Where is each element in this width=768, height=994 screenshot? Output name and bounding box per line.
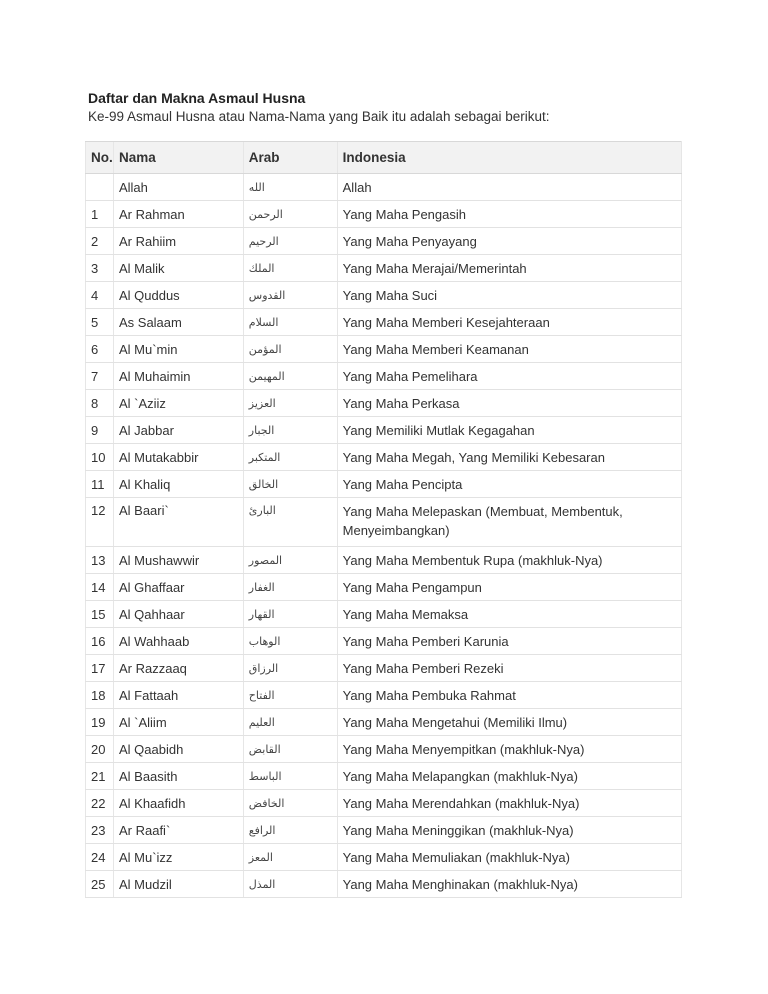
cell-arab: [243, 444, 337, 471]
cell-indonesia: Yang Maha Pemelihara: [337, 363, 681, 390]
cell-nama: Al Mudzil: [113, 871, 243, 898]
cell-arab: [243, 255, 337, 282]
table-row: [86, 763, 682, 790]
cell-indonesia: Yang Maha Mengetahui (Memiliki Ilmu): [337, 709, 681, 736]
arabic-text: الغفار: [248, 580, 275, 594]
cell-no: 25: [86, 871, 114, 898]
cell-arab: [243, 282, 337, 309]
cell-arab: [243, 547, 337, 574]
arabic-text: الفتاح: [248, 688, 275, 702]
cell-indonesia: Yang Maha Memuliakan (makhluk-Nya): [337, 844, 681, 871]
table-row: [86, 790, 682, 817]
cell-indonesia: Yang Maha Pengasih: [337, 201, 681, 228]
cell-arab: [243, 709, 337, 736]
cell-arab: [243, 763, 337, 790]
cell-no: 14: [86, 574, 114, 601]
table-row: [86, 498, 682, 547]
cell-indonesia: Yang Maha Penyayang: [337, 228, 681, 255]
cell-indonesia: Yang Maha Suci: [337, 282, 681, 309]
cell-arab: [243, 736, 337, 763]
cell-nama: Al Qahhaar: [113, 601, 243, 628]
cell-indonesia: Yang Maha Megah, Yang Memiliki Kebesaran: [337, 444, 681, 471]
cell-indonesia: Allah: [337, 174, 681, 201]
header-indonesia: Indonesia: [337, 142, 681, 174]
arabic-text: الملك: [248, 261, 275, 275]
asmaul-husna-table: [85, 141, 682, 898]
arabic-text: الباسط: [248, 769, 282, 783]
table-row: [86, 709, 682, 736]
arabic-text: المذل: [248, 877, 276, 891]
arabic-text: الوهاب: [248, 634, 281, 648]
cell-no: 6: [86, 336, 114, 363]
cell-no: 16: [86, 628, 114, 655]
cell-nama: Al Mutakabbir: [113, 444, 243, 471]
arabic-text: المهيمن: [248, 369, 285, 383]
cell-no: 23: [86, 817, 114, 844]
cell-no: 1: [86, 201, 114, 228]
table-row: [86, 201, 682, 228]
cell-nama: Al Qaabidh: [113, 736, 243, 763]
table-row: [86, 682, 682, 709]
cell-indonesia: Yang Maha Melapangkan (makhluk-Nya): [337, 763, 681, 790]
cell-indonesia: Yang Maha Menyempitkan (makhluk-Nya): [337, 736, 681, 763]
header-arab: Arab: [243, 142, 337, 174]
cell-nama: Al Baari`: [113, 498, 243, 547]
cell-indonesia: Yang Maha Memberi Keamanan: [337, 336, 681, 363]
cell-indonesia: Yang Maha Merendahkan (makhluk-Nya): [337, 790, 681, 817]
cell-no: 19: [86, 709, 114, 736]
table-row: [86, 255, 682, 282]
cell-arab: [243, 817, 337, 844]
cell-arab: [243, 844, 337, 871]
arabic-text: الرحمن: [248, 207, 283, 221]
document-subtitle: Ke-99 Asmaul Husna atau Nama-Nama yang Baik itu adalah sebagai berikut:: [88, 109, 550, 124]
cell-no: 10: [86, 444, 114, 471]
cell-no: 5: [86, 309, 114, 336]
arabic-text: المعز: [248, 850, 273, 864]
cell-nama: Al Wahhaab: [113, 628, 243, 655]
cell-arab: [243, 655, 337, 682]
table-row: [86, 282, 682, 309]
cell-no: 4: [86, 282, 114, 309]
cell-no: 2: [86, 228, 114, 255]
cell-arab: [243, 228, 337, 255]
cell-arab: [243, 574, 337, 601]
cell-no: 13: [86, 547, 114, 574]
arabic-text: القدوس: [248, 288, 286, 302]
arabic-text: السلام: [248, 315, 279, 329]
cell-nama: Al Malik: [113, 255, 243, 282]
header-no: No.: [86, 142, 114, 174]
table-row: [86, 228, 682, 255]
cell-indonesia: Yang Maha Pengampun: [337, 574, 681, 601]
table-row: [86, 309, 682, 336]
cell-no: 24: [86, 844, 114, 871]
cell-nama: Ar Rahiim: [113, 228, 243, 255]
cell-nama: Al Fattaah: [113, 682, 243, 709]
cell-arab: [243, 363, 337, 390]
cell-arab: [243, 201, 337, 228]
cell-no: 15: [86, 601, 114, 628]
cell-no: 9: [86, 417, 114, 444]
cell-nama: Allah: [113, 174, 243, 201]
cell-nama: Al Ghaffaar: [113, 574, 243, 601]
table-row: [86, 574, 682, 601]
arabic-text: الخافض: [248, 796, 285, 810]
cell-nama: Al Khaafidh: [113, 790, 243, 817]
cell-indonesia: Yang Maha Memberi Kesejahteraan: [337, 309, 681, 336]
cell-no: 21: [86, 763, 114, 790]
table-row: [86, 817, 682, 844]
cell-arab: [243, 309, 337, 336]
cell-indonesia: Yang Maha Memaksa: [337, 601, 681, 628]
cell-nama: Al `Aziiz: [113, 390, 243, 417]
cell-no: 7: [86, 363, 114, 390]
cell-arab: [243, 498, 337, 547]
table-row: [86, 363, 682, 390]
table-row: [86, 601, 682, 628]
arabic-text: المؤمن: [248, 342, 282, 356]
table-row: [86, 655, 682, 682]
cell-nama: Ar Rahman: [113, 201, 243, 228]
table-row: [86, 844, 682, 871]
cell-indonesia: Yang Maha Meninggikan (makhluk-Nya): [337, 817, 681, 844]
cell-indonesia: Yang Maha Membentuk Rupa (makhluk-Nya): [337, 547, 681, 574]
cell-nama: Al `Aliim: [113, 709, 243, 736]
arabic-text: الرحيم: [248, 234, 279, 248]
cell-indonesia: Yang Maha Pencipta: [337, 471, 681, 498]
cell-arab: [243, 417, 337, 444]
table-row: [86, 444, 682, 471]
table-row: [86, 336, 682, 363]
arabic-text: القابض: [248, 742, 281, 756]
arabic-text: البارئ: [248, 504, 276, 517]
cell-no: 22: [86, 790, 114, 817]
cell-indonesia: Yang Maha Pembuka Rahmat: [337, 682, 681, 709]
cell-nama: Al Baasith: [113, 763, 243, 790]
cell-no: 12: [86, 498, 114, 547]
cell-arab: [243, 390, 337, 417]
cell-arab: [243, 471, 337, 498]
arabic-text: المتكبر: [248, 450, 281, 464]
cell-indonesia: Yang Maha Merajai/Memerintah: [337, 255, 681, 282]
cell-arab: [243, 174, 337, 201]
table-body: [86, 174, 682, 898]
cell-no: 11: [86, 471, 114, 498]
cell-nama: Al Muhaimin: [113, 363, 243, 390]
table-header-row: [86, 142, 682, 174]
cell-arab: [243, 790, 337, 817]
cell-nama: Ar Raafi`: [113, 817, 243, 844]
cell-arab: [243, 628, 337, 655]
cell-no: 3: [86, 255, 114, 282]
arabic-text: العليم: [248, 715, 275, 729]
cell-nama: Al Mu`izz: [113, 844, 243, 871]
table-row: [86, 628, 682, 655]
arabic-text: الجبار: [248, 423, 275, 437]
cell-nama: Al Mu`min: [113, 336, 243, 363]
cell-nama: As Salaam: [113, 309, 243, 336]
cell-indonesia: Yang Memiliki Mutlak Kegagahan: [337, 417, 681, 444]
arabic-text: العزيز: [248, 396, 276, 410]
cell-indonesia: Yang Maha Pemberi Rezeki: [337, 655, 681, 682]
cell-indonesia: Yang Maha Pemberi Karunia: [337, 628, 681, 655]
cell-arab: [243, 682, 337, 709]
cell-no: 20: [86, 736, 114, 763]
arabic-text: الخالق: [248, 477, 279, 491]
cell-indonesia: Yang Maha Perkasa: [337, 390, 681, 417]
cell-no: 18: [86, 682, 114, 709]
arabic-text: القهار: [248, 607, 275, 621]
table-row: [86, 736, 682, 763]
document-title: Daftar dan Makna Asmaul Husna: [88, 90, 306, 106]
table-row: [86, 417, 682, 444]
arabic-text: الرزاق: [248, 661, 279, 675]
cell-nama: Al Quddus: [113, 282, 243, 309]
cell-no: 17: [86, 655, 114, 682]
cell-arab: [243, 601, 337, 628]
cell-nama: Ar Razzaaq: [113, 655, 243, 682]
arabic-text: الرافع: [248, 823, 276, 837]
table-row: [86, 871, 682, 898]
cell-no: [86, 174, 114, 201]
arabic-text: المصور: [248, 553, 283, 567]
cell-nama: Al Khaliq: [113, 471, 243, 498]
table-row: [86, 174, 682, 201]
cell-nama: Al Mushawwir: [113, 547, 243, 574]
table-row: [86, 547, 682, 574]
cell-nama: Al Jabbar: [113, 417, 243, 444]
table-row: [86, 390, 682, 417]
cell-arab: [243, 336, 337, 363]
header-nama: Nama: [113, 142, 243, 174]
cell-indonesia: Yang Maha Melepaskan (Membuat, Membentuk, Menyeimbangkan): [337, 498, 681, 547]
cell-indonesia: Yang Maha Menghinakan (makhluk-Nya): [337, 871, 681, 898]
arabic-text: الله: [248, 180, 265, 194]
cell-no: 8: [86, 390, 114, 417]
table-row: [86, 471, 682, 498]
cell-arab: [243, 871, 337, 898]
